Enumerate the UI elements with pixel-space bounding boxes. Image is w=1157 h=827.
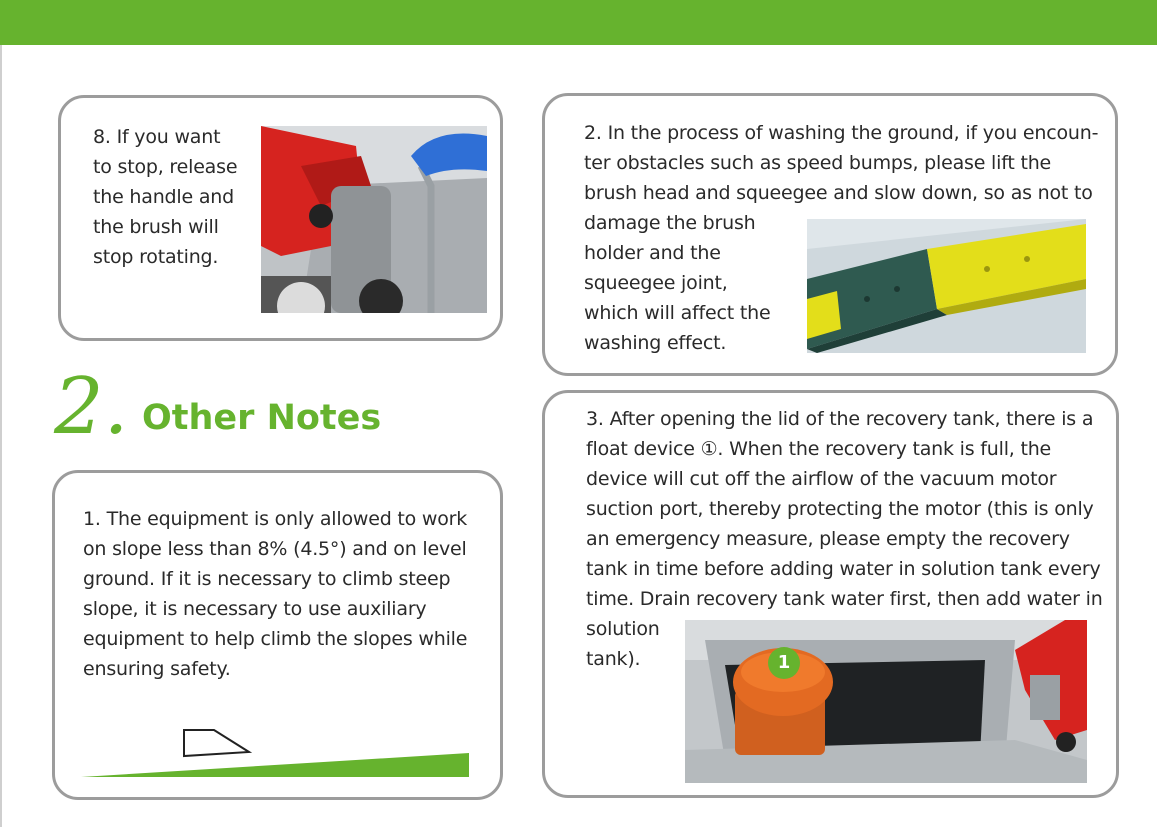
brush-handle-photo bbox=[261, 126, 487, 313]
obstacles-text-top: 2. In the process of washing the ground, if you encoun- ter obstacles such as speed bumps, please lift the brush head and squeegee and slow down, so as not to bbox=[584, 122, 1099, 204]
card-stop-instruction bbox=[58, 95, 503, 341]
section-number: 2. bbox=[54, 362, 129, 452]
speed-bump-photo bbox=[807, 219, 1086, 353]
tank-text-left: solution tank). bbox=[586, 618, 660, 670]
tank-text-top: 3. After opening the lid of the recovery tank, there is a float device ①. When the recovery tank is full, the device will cut off the airflow of the vacuum motor suction port, thereby protecting the motor (this is only an emergency measure, please empty the recovery tank in time before adding water in solution tank every time. Drain recovery tank water first, then add water in bbox=[586, 408, 1103, 610]
stop-instruction-text: 8. If you want to stop, release the handle and the brush will stop rotating. bbox=[93, 126, 238, 268]
card-obstacles-instruction bbox=[542, 93, 1118, 376]
recovery-tank-photo bbox=[685, 620, 1087, 783]
section-title: Other Notes bbox=[142, 398, 382, 438]
float-device-label: 1 bbox=[777, 652, 791, 673]
card-slope-instruction bbox=[52, 470, 503, 800]
top-green-bar bbox=[0, 0, 1157, 45]
card-recovery-tank-instruction bbox=[542, 390, 1119, 798]
page-left-edge bbox=[0, 45, 2, 827]
slope-instruction-text: 1. The equipment is only allowed to work on slope less than 8% (4.5°) and on level ground. If it is necessary to climb steep slope, it is necessary to use auxiliary equipment to help climb the slopes while ensuring safety. bbox=[83, 508, 468, 680]
obstacles-text-left: damage the brush holder and the squeegee joint, which will affect the washing effect. bbox=[584, 212, 771, 354]
section-heading bbox=[54, 362, 474, 452]
slope-machine-icon bbox=[79, 728, 471, 783]
